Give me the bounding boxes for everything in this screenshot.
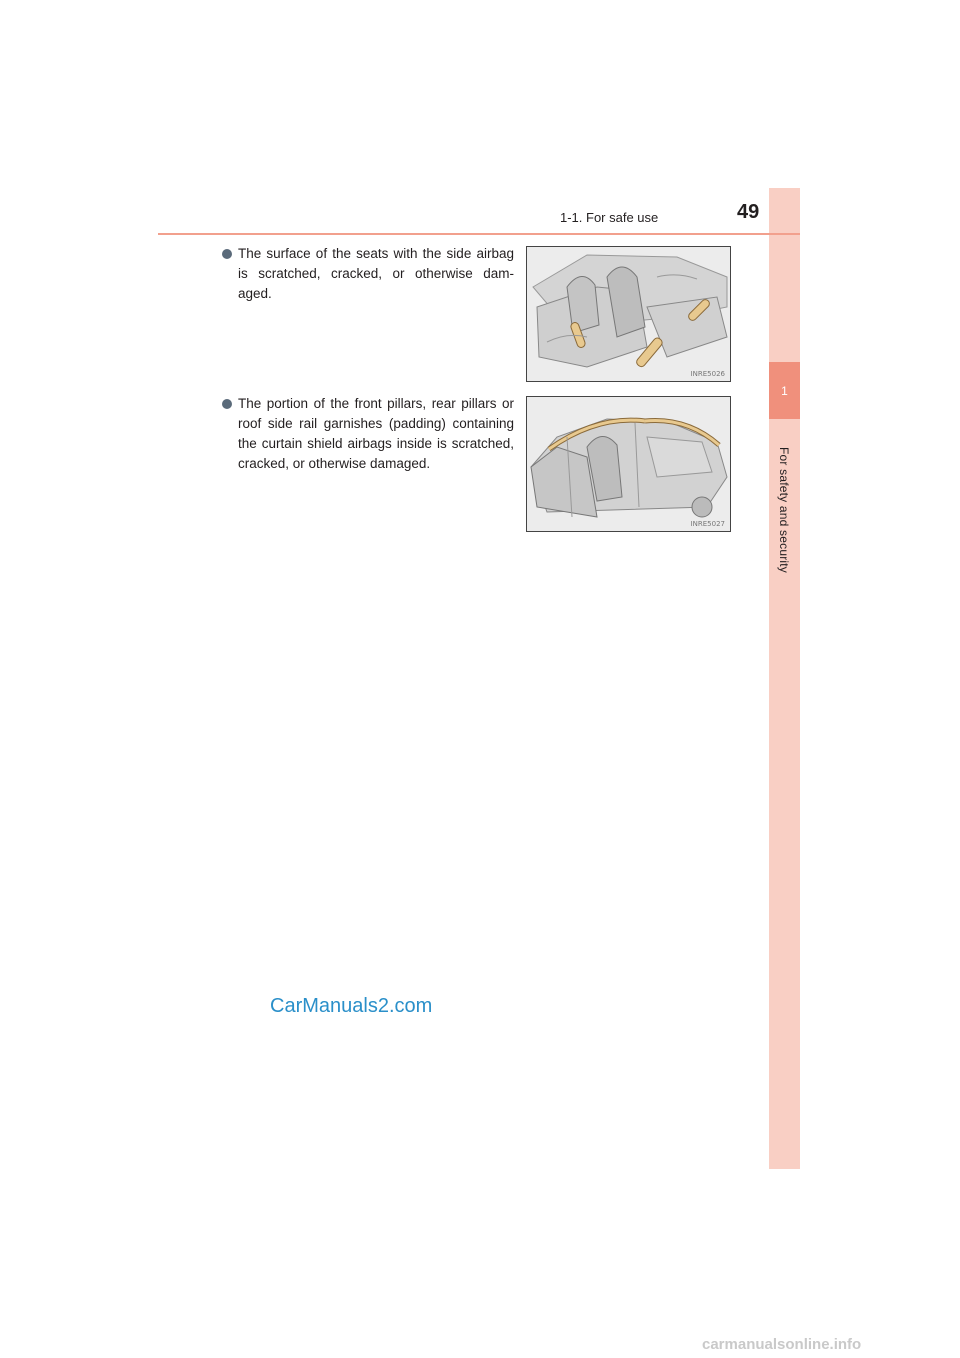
section-title: 1-1. For safe use bbox=[560, 210, 659, 225]
bullet-icon bbox=[222, 249, 232, 259]
chapter-title: For safety and security bbox=[777, 447, 791, 573]
figure-code: INRE5027 bbox=[690, 520, 725, 528]
page-number: 49 bbox=[737, 201, 760, 223]
chapter-side-tab bbox=[769, 188, 800, 1169]
chapter-number: 1 bbox=[781, 383, 788, 398]
bullet-icon bbox=[222, 399, 232, 409]
footer-watermark: carmanualsonline.info bbox=[702, 1336, 862, 1353]
bullet-item-pillars bbox=[222, 394, 514, 474]
figure-code: INRE5026 bbox=[690, 370, 725, 378]
figure-curtain-shield-airbags bbox=[526, 396, 731, 532]
bullet-text: The surface of the seats with the side airbag is scratched, cracked, or otherwise dam-aged. bbox=[238, 246, 514, 301]
figure-side-airbag-seats bbox=[526, 246, 731, 382]
header-rule bbox=[158, 233, 800, 235]
car-side-illustration bbox=[527, 397, 731, 532]
car-interior-illustration bbox=[527, 247, 731, 382]
bullet-item-seat-surface bbox=[222, 244, 514, 304]
chapter-number-box bbox=[769, 362, 800, 419]
bullet-text: The portion of the front pillars, rear pillars or roof side rail garnishes (padding) containing the curtain shield airbags inside is scratched, cracked, or otherwise damaged. bbox=[238, 396, 514, 471]
watermark-link[interactable]: CarManuals2.com bbox=[270, 995, 433, 1017]
